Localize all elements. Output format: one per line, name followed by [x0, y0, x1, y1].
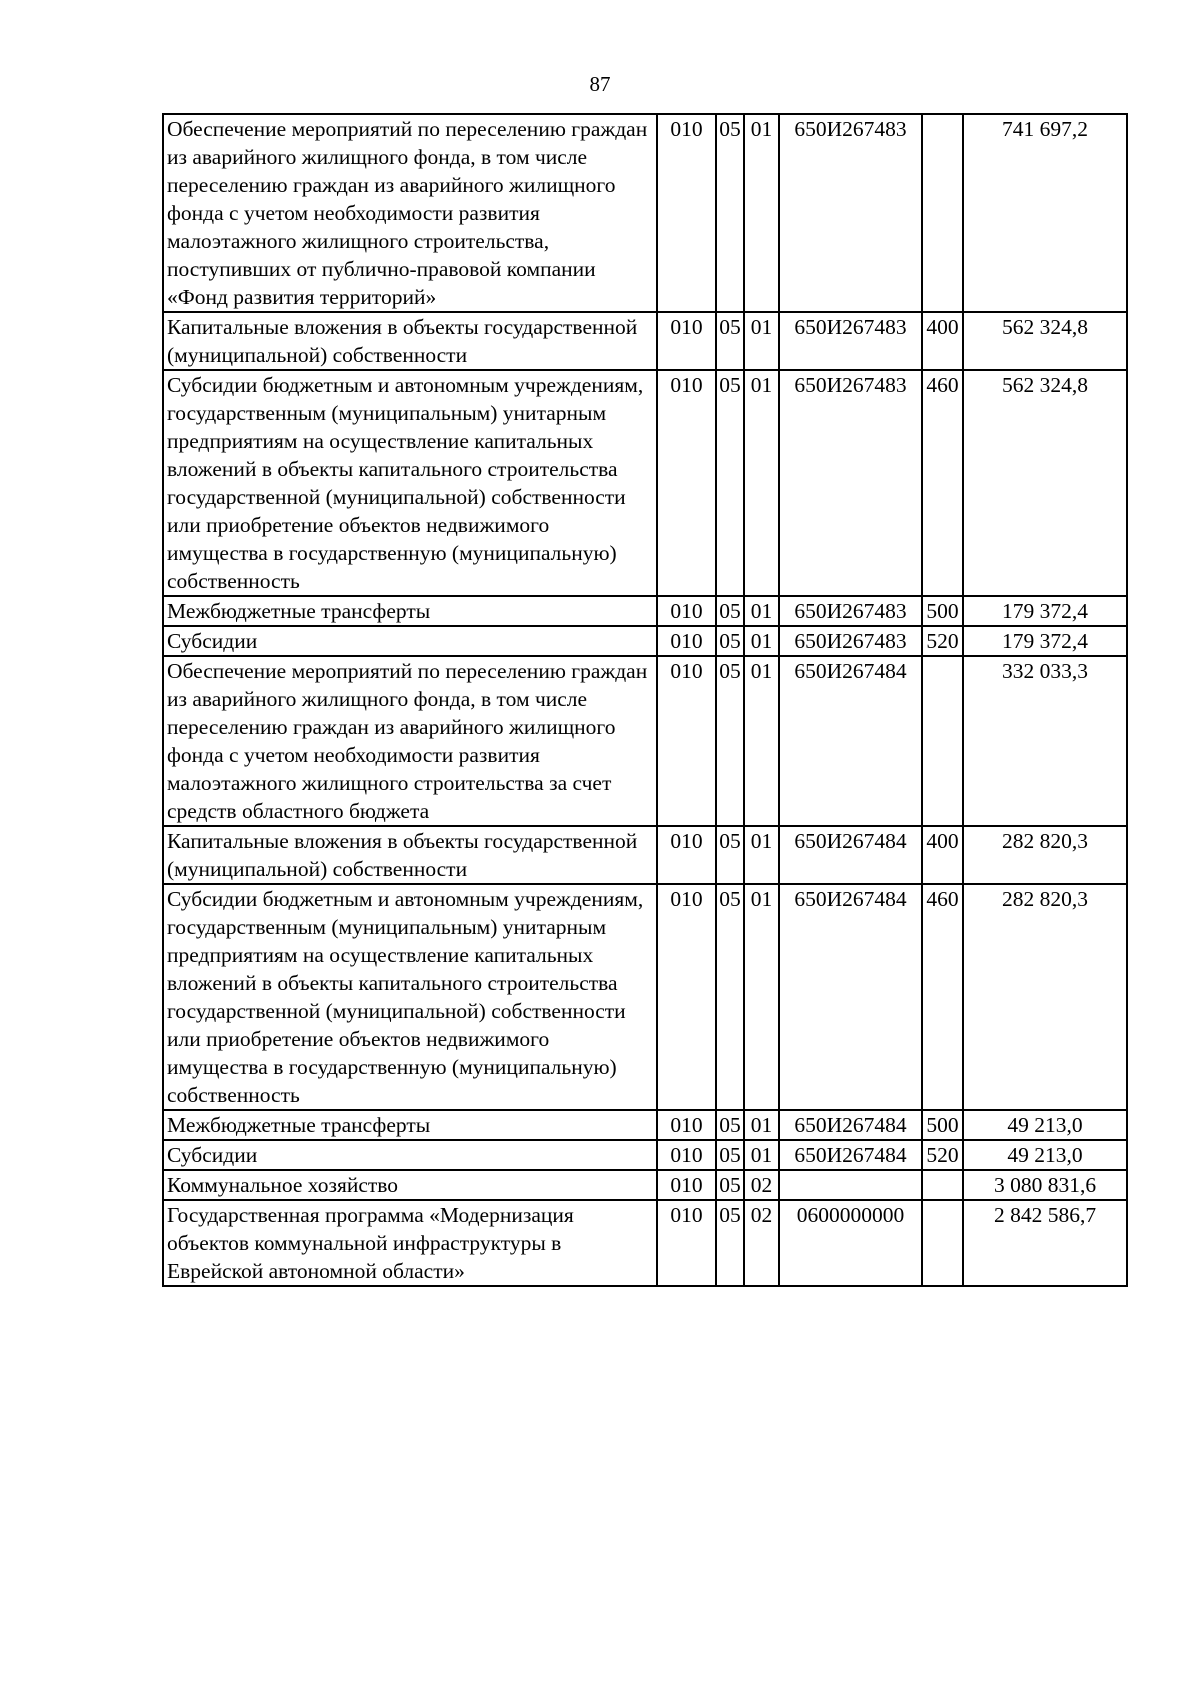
row-name: Коммунальное хозяйство [163, 1170, 657, 1200]
target-article-code: 650И267483 [779, 596, 922, 626]
table-row [163, 1110, 1127, 1140]
target-article-code: 650И267483 [779, 114, 922, 312]
subsection-code: 02 [744, 1170, 779, 1200]
amount: 3 080 831,6 [963, 1170, 1127, 1200]
amount: 562 324,8 [963, 312, 1127, 370]
ministry-code: 010 [657, 1140, 716, 1170]
row-name: Субсидии [163, 626, 657, 656]
row-name: Обеспечение мероприятий по переселению граждан из аварийного жилищного фонда, в том числе переселению граждан из аварийного жилищного фонда с учетом необходимости развития малоэтажного жилищного строительства за счет средств областного бюджета [163, 656, 657, 826]
expense-type-code: 460 [922, 884, 963, 1110]
subsection-code: 01 [744, 826, 779, 884]
amount: 49 213,0 [963, 1140, 1127, 1170]
target-article-code: 650И267484 [779, 1110, 922, 1140]
row-name: Межбюджетные трансферты [163, 596, 657, 626]
expense-type-code: 500 [922, 1110, 963, 1140]
subsection-code: 01 [744, 884, 779, 1110]
section-code: 05 [716, 884, 744, 1110]
expense-type-code [922, 114, 963, 312]
target-article-code: 650И267483 [779, 312, 922, 370]
ministry-code: 010 [657, 1170, 716, 1200]
section-code: 05 [716, 596, 744, 626]
subsection-code: 01 [744, 1110, 779, 1140]
target-article-code: 0600000000 [779, 1200, 922, 1286]
expense-type-code: 460 [922, 370, 963, 596]
subsection-code: 01 [744, 312, 779, 370]
ministry-code: 010 [657, 114, 716, 312]
amount: 179 372,4 [963, 596, 1127, 626]
expense-type-code [922, 656, 963, 826]
subsection-code: 01 [744, 656, 779, 826]
expense-type-code: 400 [922, 312, 963, 370]
target-article-code: 650И267484 [779, 884, 922, 1110]
section-code: 05 [716, 370, 744, 596]
expense-type-code [922, 1170, 963, 1200]
amount: 2 842 586,7 [963, 1200, 1127, 1286]
expense-type-code [922, 1200, 963, 1286]
amount: 282 820,3 [963, 884, 1127, 1110]
table-row [163, 826, 1127, 884]
row-name: Государственная программа «Модернизация объектов коммунальной инфраструктуры в Еврейской автономной области» [163, 1200, 657, 1286]
target-article-code: 650И267483 [779, 626, 922, 656]
ministry-code: 010 [657, 312, 716, 370]
subsection-code: 01 [744, 1140, 779, 1170]
table-row [163, 1200, 1127, 1286]
target-article-code: 650И267484 [779, 1140, 922, 1170]
budget-table-body [163, 114, 1127, 1286]
ministry-code: 010 [657, 884, 716, 1110]
table-row [163, 596, 1127, 626]
ministry-code: 010 [657, 1200, 716, 1286]
table-row [163, 1140, 1127, 1170]
target-article-code: 650И267483 [779, 370, 922, 596]
row-name: Субсидии бюджетным и автономным учреждениям, государственным (муниципальным) унитарным предприятиям на осуществление капитальных вложений в объекты капитального строительства государственной (муниципальной) собственности или приобретение объектов недвижимого имущества в государственную (муниципальную) собственность [163, 370, 657, 596]
ministry-code: 010 [657, 370, 716, 596]
ministry-code: 010 [657, 626, 716, 656]
row-name: Субсидии бюджетным и автономным учреждениям, государственным (муниципальным) унитарным предприятиям на осуществление капитальных вложений в объекты капитального строительства государственной (муниципальной) собственности или приобретение объектов недвижимого имущества в государственную (муниципальную) собственность [163, 884, 657, 1110]
row-name: Межбюджетные трансферты [163, 1110, 657, 1140]
section-code: 05 [716, 114, 744, 312]
table-row [163, 626, 1127, 656]
ministry-code: 010 [657, 656, 716, 826]
expense-type-code: 500 [922, 596, 963, 626]
ministry-code: 010 [657, 826, 716, 884]
ministry-code: 010 [657, 596, 716, 626]
target-article-code: 650И267484 [779, 826, 922, 884]
section-code: 05 [716, 1140, 744, 1170]
table-row [163, 1170, 1127, 1200]
subsection-code: 01 [744, 370, 779, 596]
subsection-code: 01 [744, 114, 779, 312]
row-name: Обеспечение мероприятий по переселению граждан из аварийного жилищного фонда, в том числе переселению граждан из аварийного жилищного фонда с учетом необходимости развития малоэтажного жилищного строительства, поступивших от публично-правовой компании «Фонд развития территорий» [163, 114, 657, 312]
page-number: 87 [589, 72, 611, 96]
section-code: 05 [716, 312, 744, 370]
target-article-code: 650И267484 [779, 656, 922, 826]
amount: 179 372,4 [963, 626, 1127, 656]
subsection-code: 01 [744, 596, 779, 626]
subsection-code: 01 [744, 626, 779, 656]
amount: 741 697,2 [963, 114, 1127, 312]
table-row [163, 114, 1127, 312]
ministry-code: 010 [657, 1110, 716, 1140]
table-row [163, 312, 1127, 370]
target-article-code [779, 1170, 922, 1200]
row-name: Капитальные вложения в объекты государственной (муниципальной) собственности [163, 312, 657, 370]
row-name: Капитальные вложения в объекты государственной (муниципальной) собственности [163, 826, 657, 884]
expense-type-code: 400 [922, 826, 963, 884]
expense-type-code: 520 [922, 626, 963, 656]
amount: 282 820,3 [963, 826, 1127, 884]
table-row [163, 370, 1127, 596]
section-code: 05 [716, 626, 744, 656]
table-row [163, 884, 1127, 1110]
budget-table [162, 113, 1128, 1287]
section-code: 05 [716, 826, 744, 884]
section-code: 05 [716, 1200, 744, 1286]
section-code: 05 [716, 1110, 744, 1140]
section-code: 05 [716, 1170, 744, 1200]
amount: 49 213,0 [963, 1110, 1127, 1140]
table-row [163, 656, 1127, 826]
expense-type-code: 520 [922, 1140, 963, 1170]
section-code: 05 [716, 656, 744, 826]
amount: 562 324,8 [963, 370, 1127, 596]
subsection-code: 02 [744, 1200, 779, 1286]
amount: 332 033,3 [963, 656, 1127, 826]
row-name: Субсидии [163, 1140, 657, 1170]
